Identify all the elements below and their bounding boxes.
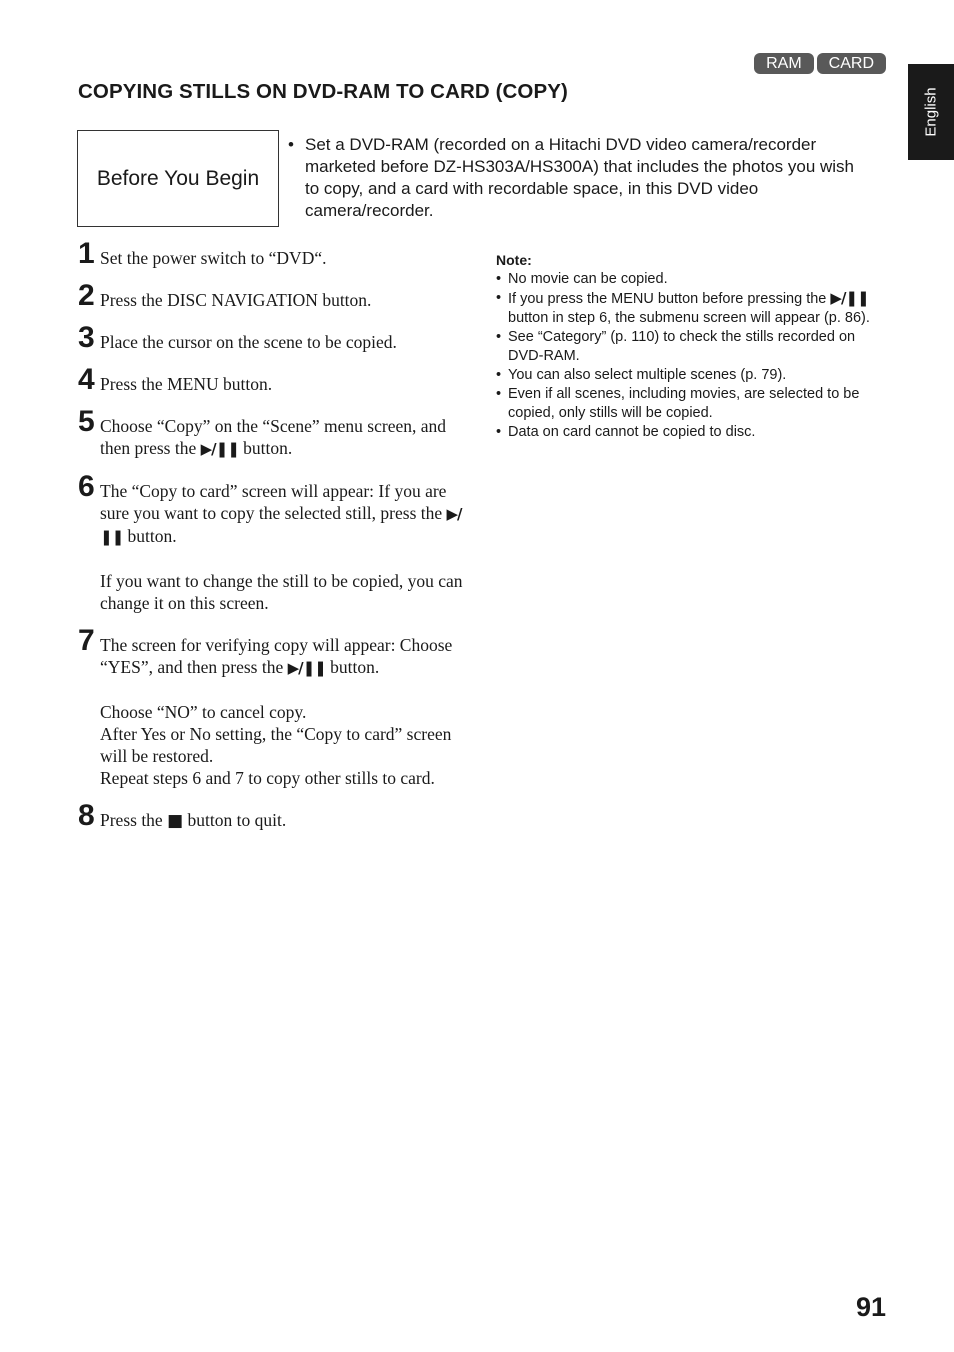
step-paragraph: Press the MENU button. — [100, 374, 273, 394]
step-text — [100, 322, 397, 353]
step-number: 6 — [78, 470, 95, 503]
note-text: You can also select multiple scenes (p. 79). — [508, 367, 787, 383]
step-text-before: The screen for verifying copy will appear: Choose “YES”, and then press the — [100, 635, 453, 677]
note-text-after: button in step 6, the submenu screen will appear (p. 86). — [508, 310, 870, 326]
play-pause-icon: ▶/❚❚ — [100, 505, 462, 546]
step-number: 8 — [78, 799, 95, 832]
step-1 — [78, 238, 478, 269]
step-number: 3 — [78, 321, 95, 354]
step-paragraph — [100, 634, 478, 679]
step-text-before: The “Copy to card” screen will appear: If you are sure you want to copy the selected still, press the — [100, 481, 447, 523]
bullet: • — [496, 271, 502, 287]
play-pause-icon: ▶/❚❚ — [287, 659, 326, 677]
bullet: • — [496, 386, 502, 402]
bullet: • — [288, 135, 294, 154]
note-text-before: If you press the MENU button before pressing the — [508, 291, 831, 307]
step-8 — [78, 800, 478, 832]
language-tab — [908, 64, 954, 160]
badge-card: CARD — [817, 53, 886, 74]
step-paragraph: Choose “NO” to cancel copy. — [100, 702, 307, 722]
step-text-before: Choose “Copy” on the “Scene” menu screen, and then press the — [100, 416, 446, 458]
step-paragraph: Set the power switch to “DVD“. — [100, 248, 327, 268]
media-badges — [754, 53, 886, 74]
step-text-after: button. — [123, 526, 177, 546]
step-paragraph — [100, 480, 478, 548]
step-2 — [78, 280, 478, 311]
step-text-after: button. — [238, 438, 293, 458]
note-text: Even if all scenes, including movies, are selected to be copied, only stills will be copied. — [508, 386, 860, 421]
bullet: • — [496, 329, 502, 345]
note-section — [496, 252, 888, 442]
step-paragraph: Repeat steps 6 and 7 to copy other stills to card. — [100, 768, 435, 788]
page-title: COPYING STILLS ON DVD-RAM TO CARD (COPY) — [78, 80, 568, 103]
language-tab-label: English — [922, 87, 940, 137]
step-paragraph: Place the cursor on the scene to be copied. — [100, 332, 397, 352]
note-item — [496, 385, 888, 423]
step-number: 7 — [78, 624, 95, 657]
bullet: • — [496, 290, 502, 306]
step-number: 1 — [78, 237, 95, 270]
step-number: 2 — [78, 279, 95, 312]
step-text — [100, 800, 286, 832]
bullet: • — [496, 367, 502, 383]
step-3 — [78, 322, 478, 353]
note-item — [496, 423, 888, 442]
stop-icon: ■ — [167, 811, 184, 831]
step-text — [100, 406, 478, 460]
step-text — [100, 238, 326, 269]
note-item — [496, 289, 888, 328]
note-text — [508, 289, 888, 328]
bullet: • — [496, 424, 502, 440]
step-paragraph: After Yes or No setting, the “Copy to card” screen will be restored. — [100, 724, 452, 766]
note-text: See “Category” (p. 110) to check the stills recorded on DVD-RAM. — [508, 329, 856, 364]
play-pause-icon: ▶/❚❚ — [200, 440, 239, 458]
step-text-before: Press the — [100, 810, 168, 830]
before-you-begin-box — [77, 130, 279, 227]
step-text-after: button to quit. — [183, 810, 287, 830]
step-paragraph: Press the DISC NAVIGATION button. — [100, 290, 372, 310]
step-6 — [78, 471, 478, 614]
step-paragraph — [100, 415, 478, 460]
step-number: 5 — [78, 405, 95, 438]
note-title: Note: — [496, 252, 532, 268]
step-text — [100, 471, 478, 614]
step-paragraph: If you want to change the still to be copied, you can change it on this screen. — [100, 571, 463, 613]
step-text-after: button. — [325, 657, 380, 677]
badge-ram: RAM — [754, 53, 814, 74]
play-pause-icon: ▶/❚❚ — [830, 289, 869, 307]
note-text: Data on card cannot be copied to disc. — [508, 424, 756, 440]
step-number: 4 — [78, 363, 95, 396]
step-text — [100, 625, 478, 789]
step-text — [100, 364, 272, 395]
note-item — [496, 366, 888, 385]
steps-list — [78, 238, 478, 843]
step-4 — [78, 364, 478, 395]
step-paragraph — [100, 809, 286, 832]
note-item — [496, 328, 888, 366]
note-item — [496, 270, 888, 289]
before-you-begin-instruction: Set a DVD-RAM (recorded on a Hitachi DVD video camera/recorder marketed before DZ-HS303A/HS300A) that includes the photos you wish to copy, and a card with recordable space, in this DVD video camera/recorder. — [305, 135, 855, 220]
step-7 — [78, 625, 478, 789]
note-list — [496, 270, 888, 442]
step-text — [100, 280, 371, 311]
note-text: No movie can be copied. — [508, 271, 668, 287]
before-you-begin-label: Before You Begin — [96, 166, 260, 190]
before-you-begin-text — [288, 134, 866, 222]
page-number: 91 — [855, 1292, 886, 1322]
step-5 — [78, 406, 478, 460]
